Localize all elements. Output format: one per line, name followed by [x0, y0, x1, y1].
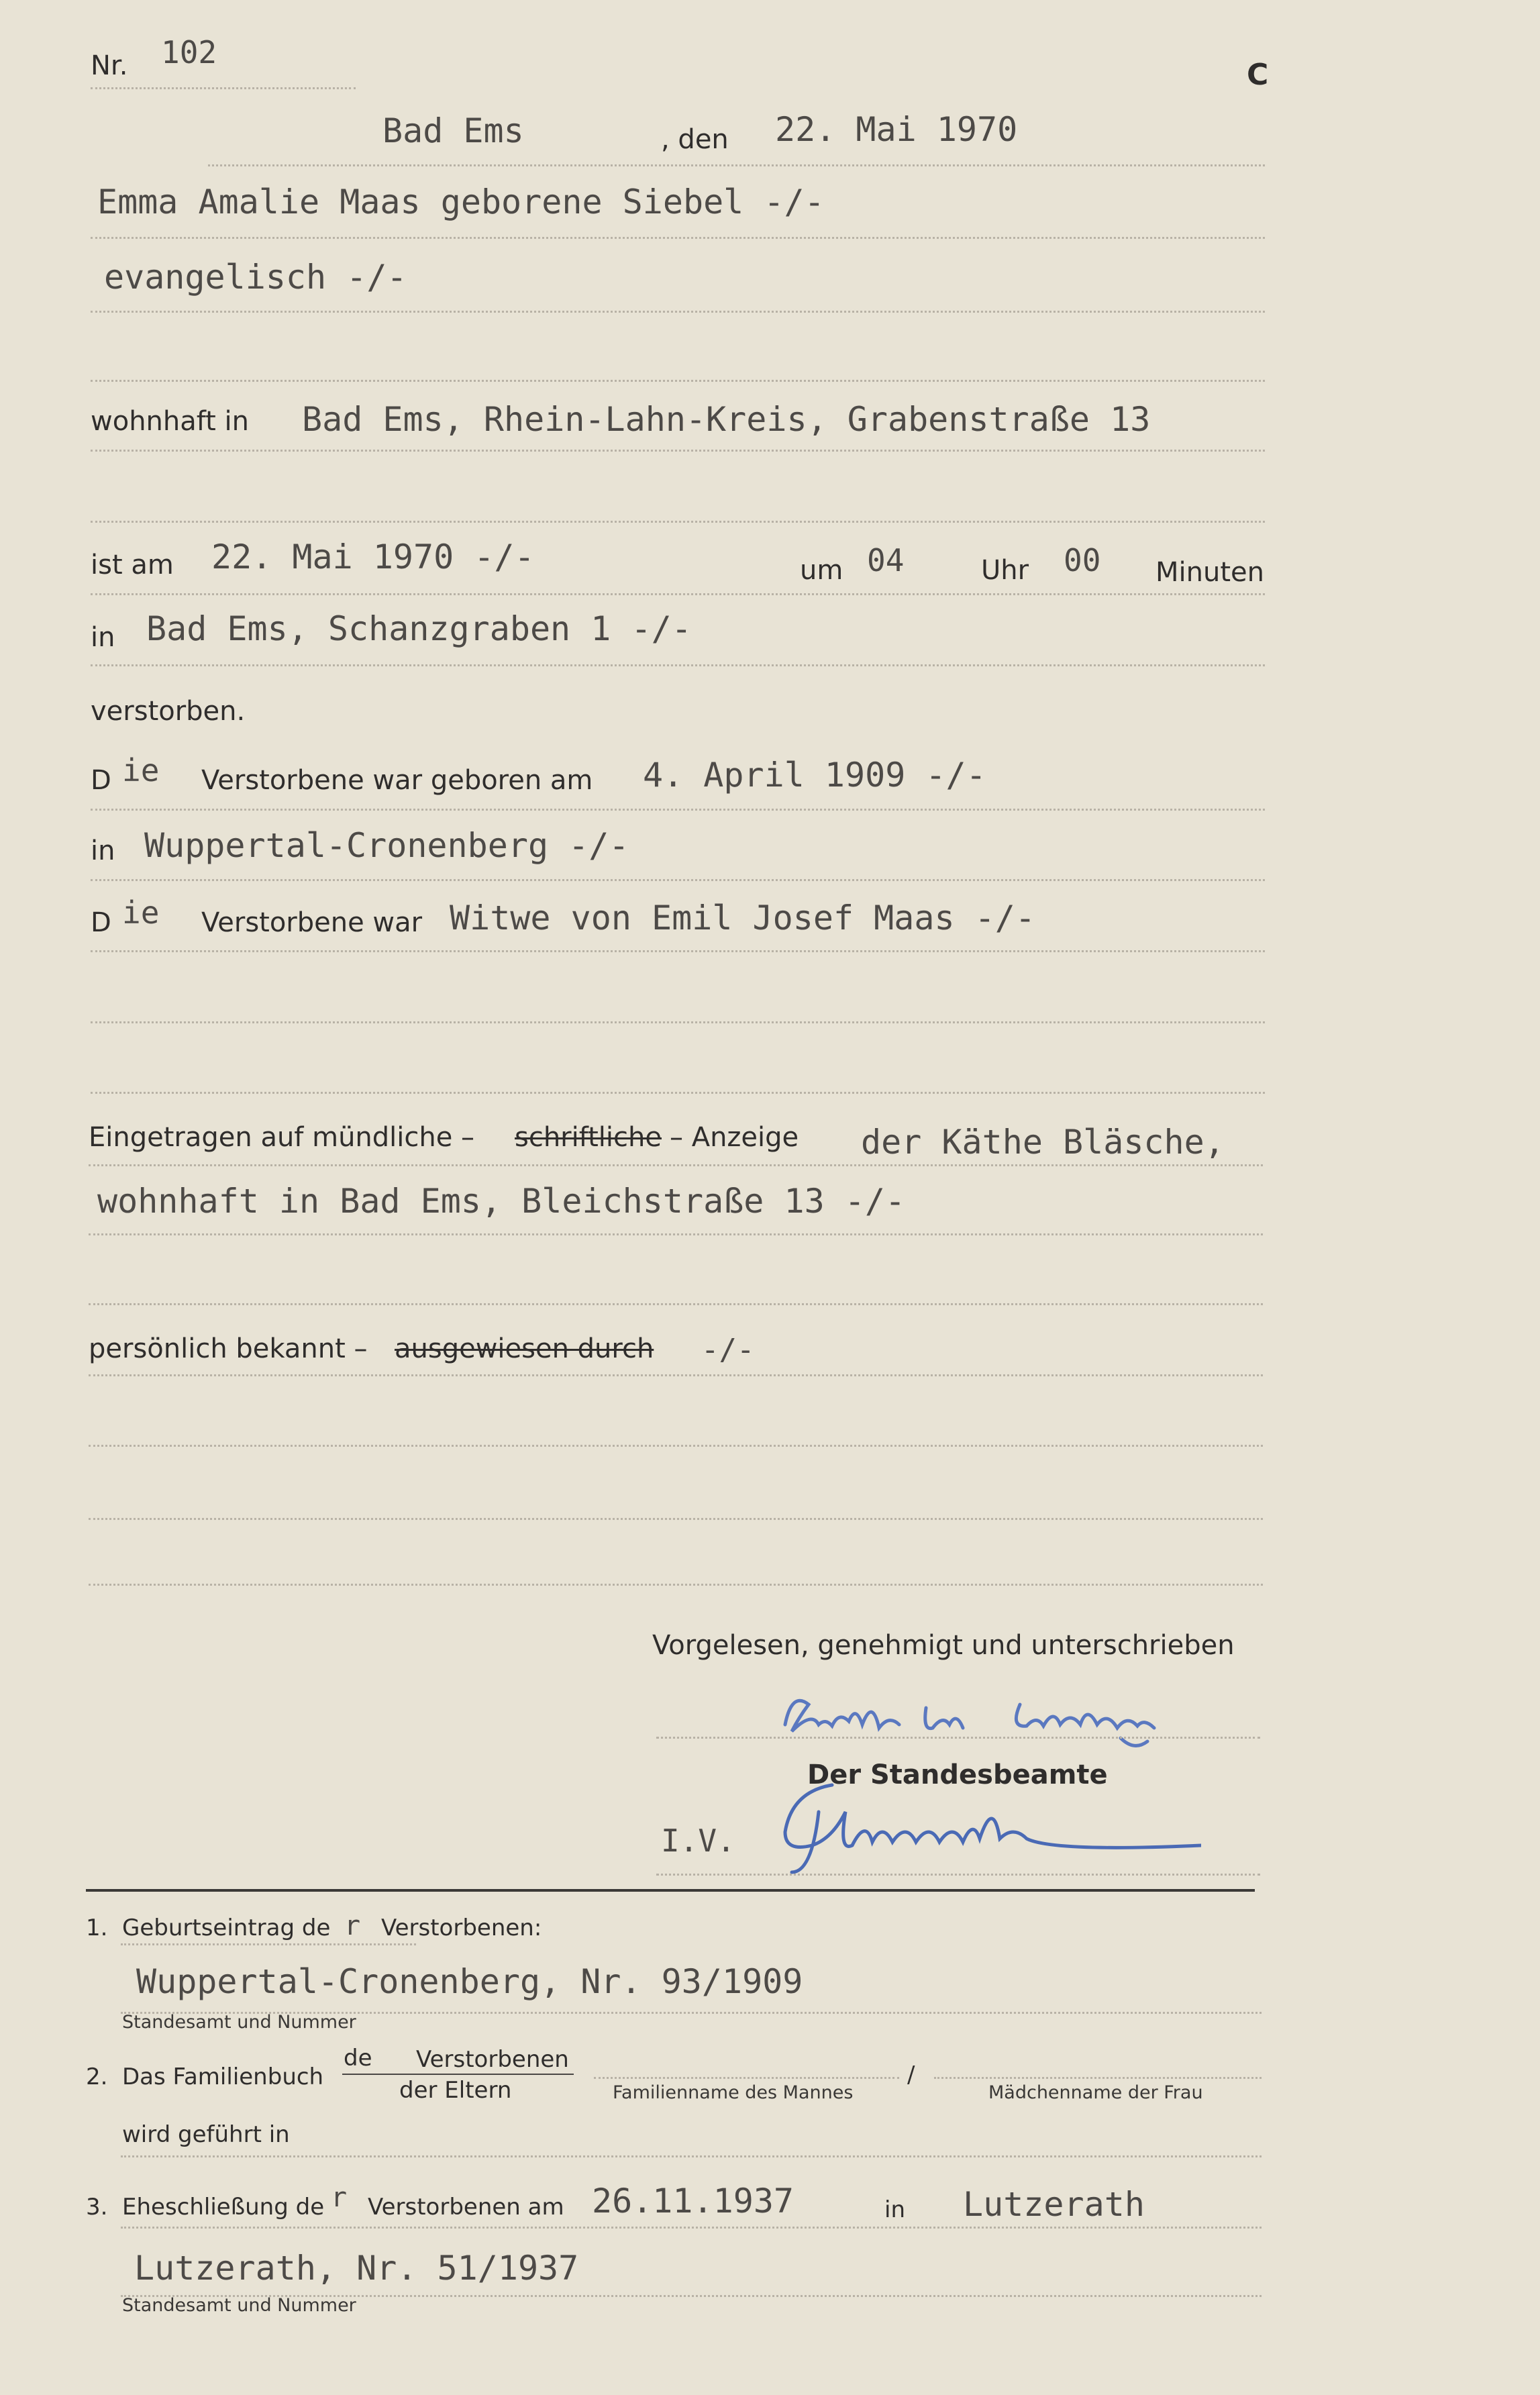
informant-signature-line [656, 1737, 1260, 1739]
familienbuch-label: Das Familienbuch [122, 2063, 324, 2090]
informant-line-1-rule [89, 1164, 1263, 1166]
death-place: Bad Ems, Schanzgraben 1 -/- [146, 609, 692, 648]
status-line [91, 950, 1265, 952]
birth-date-line [91, 809, 1265, 811]
marriage-line [121, 2227, 1262, 2229]
footer-n2: 2. [86, 2063, 108, 2090]
geburt-r: r [344, 1910, 361, 1941]
footer-n3: 3. [86, 2194, 108, 2221]
blank-line-6 [89, 1445, 1263, 1447]
bekannt-label: persönlich bekannt – [89, 1333, 368, 1364]
informant-line-1: der Käthe Bläsche, [861, 1123, 1225, 1162]
marriage-date: 26.11.1937 [592, 2182, 794, 2221]
d-label-2: D [91, 907, 111, 938]
religion-line [91, 311, 1265, 313]
blank-line-7 [89, 1518, 1263, 1520]
d-label-1: D [91, 765, 111, 796]
standesamt-label-1: Standesamt und Nummer [122, 2012, 356, 2033]
wohnhaft-line [91, 450, 1265, 452]
informant-signature [772, 1678, 1241, 1765]
in-label-2: in [91, 835, 115, 866]
struck-schriftliche: schriftliche [515, 1122, 662, 1153]
anzeige-label: – Anzeige [670, 1122, 799, 1153]
bekannt-value: -/- [701, 1333, 755, 1367]
nr-value: 102 [161, 34, 217, 70]
born-label: Verstorbene war geboren am [201, 765, 593, 796]
den-label: , den [661, 124, 729, 155]
bekannt-line [89, 1374, 1263, 1376]
ehe-label-b: Verstorbenen am [368, 2194, 564, 2221]
wird-gefuehrt-label: wird geführt in [122, 2121, 290, 2148]
geburt-label-b: Verstorbenen: [381, 1915, 542, 1941]
minuten-label: Minuten [1156, 557, 1264, 588]
birth-place-line [91, 879, 1265, 881]
ist-am-label: ist am [91, 550, 174, 580]
religion: evangelisch -/- [104, 258, 407, 297]
place: Bad Ems [382, 111, 524, 150]
vorgelesen-text: Vorgelesen, genehmigt und unterschrieben [652, 1630, 1235, 1661]
date: 22. Mai 1970 [775, 110, 1018, 149]
registrar-signature [772, 1772, 1201, 1879]
blank-line-5 [89, 1303, 1263, 1305]
verstorben-label: verstorben. [91, 696, 246, 727]
birth-place: Wuppertal-Cronenberg -/- [144, 826, 629, 865]
wird-gefuehrt-line [121, 2155, 1262, 2157]
maedchenname: Mädchenname der Frau [988, 2082, 1203, 2103]
marriage-place: Lutzerath [963, 2185, 1145, 2224]
informant-line-2-rule [89, 1233, 1263, 1235]
ist-am-line [91, 593, 1265, 595]
blank-line-8 [89, 1584, 1263, 1586]
ehe-label-a: Eheschließung de [122, 2194, 325, 2221]
geburt-label-line [121, 1943, 416, 1945]
slash: / [907, 2061, 915, 2088]
death-date: 22. Mai 1970 -/- [211, 538, 535, 576]
blank-line-4 [91, 1092, 1265, 1094]
wohnhaft-label: wohnhaft in [91, 406, 249, 437]
maedchenname-line [934, 2077, 1262, 2079]
verstorbenen-option: Verstorbenen [416, 2046, 569, 2073]
status-value: Witwe von Emil Josef Maas -/- [450, 899, 1035, 937]
iv-label: I.V. [661, 1823, 735, 1859]
familienname-mann: Familienname des Mannes [613, 2082, 854, 2103]
blank-line-1 [91, 380, 1265, 382]
name-line [91, 237, 1265, 239]
in-label: in [91, 622, 115, 653]
death-place-line [91, 664, 1265, 666]
uhr-label: Uhr [981, 555, 1029, 586]
deceased-name: Emma Amalie Maas geborene Siebel -/- [97, 183, 825, 221]
minute: 00 [1064, 542, 1101, 578]
de-prefix: de [344, 2045, 372, 2072]
nr-label: Nr. [91, 50, 128, 81]
status-label: Verstorbene war [201, 907, 423, 938]
d-suffix-1: ie [122, 752, 160, 788]
birth-date: 4. April 1909 -/- [643, 756, 986, 795]
blank-line-3 [91, 1021, 1265, 1023]
eingetragen-label: Eingetragen auf mündliche – [89, 1122, 475, 1153]
ehe-r: r [331, 2182, 348, 2213]
standesamt-label-2: Standesamt und Nummer [122, 2295, 356, 2316]
registrar-signature-line [656, 1874, 1260, 1876]
nr-line [91, 87, 356, 89]
familienname-line [594, 2077, 899, 2079]
footer-n1: 1. [86, 1915, 108, 1941]
hour: 04 [867, 542, 905, 578]
corner-letter: C [1247, 58, 1269, 92]
marriage-registry: Lutzerath, Nr. 51/1937 [134, 2249, 579, 2288]
standesbeamte-label: Der Standesbeamte [807, 1760, 1108, 1790]
footer-divider [86, 1889, 1255, 1892]
blank-line-2 [91, 521, 1265, 523]
struck-ausgewiesen: ausgewiesen durch [395, 1333, 654, 1364]
informant-line-2: wohnhaft in Bad Ems, Bleichstraße 13 -/- [97, 1182, 906, 1221]
geburt-label-a: Geburtseintrag de [122, 1915, 331, 1941]
wohnhaft-value: Bad Ems, Rhein-Lahn-Kreis, Grabenstraße 13 [302, 400, 1151, 439]
date-line [208, 164, 1265, 166]
der-eltern-option: der Eltern [399, 2077, 512, 2104]
geburt-value: Wuppertal-Cronenberg, Nr. 93/1909 [136, 1962, 803, 2001]
fraction-line [342, 2074, 574, 2075]
um-label: um [800, 555, 843, 586]
ehe-in-label: in [884, 2196, 905, 2223]
d-suffix-2: ie [122, 895, 160, 931]
